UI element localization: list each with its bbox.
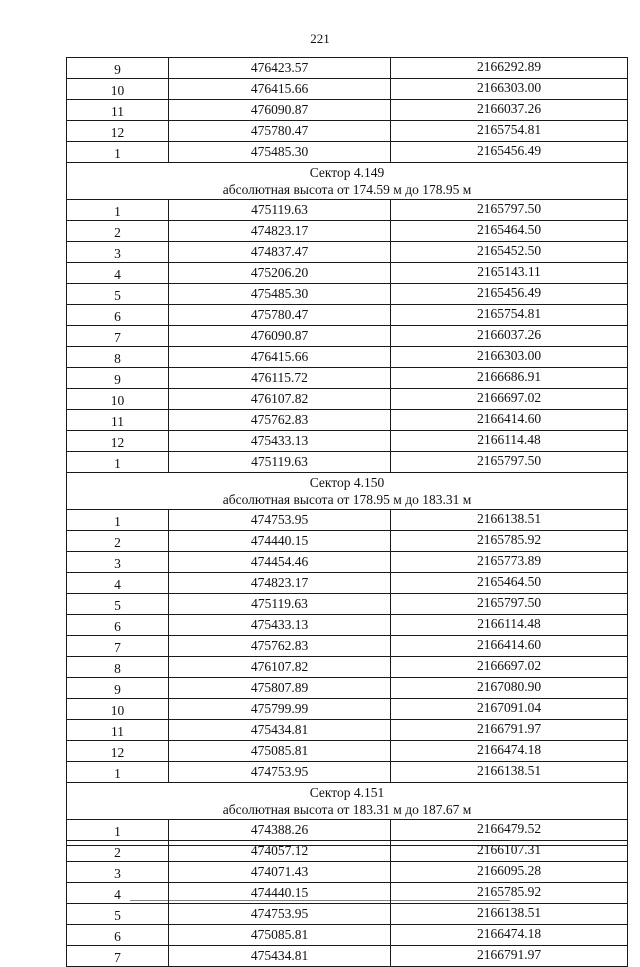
y-coordinate-cell: 2165143.11 [391,263,628,284]
y-coordinate-cell: 2165797.50 [391,200,628,221]
table-row [67,510,628,531]
x-coordinate-cell: 474837.47 [169,242,391,263]
x-coordinate-cell: 474388.26 [169,820,391,841]
y-coordinate-cell: 2166414.60 [391,410,628,431]
point-number-cell: 12 [67,741,169,762]
y-coordinate-cell: 2165452.50 [391,242,628,263]
y-coordinate-cell: 2166037.26 [391,326,628,347]
point-number-cell: 7 [67,636,169,657]
y-coordinate-cell: 2166697.02 [391,657,628,678]
sector-altitude-range: абсолютная высота от 178.95 м до 183.31 м [222,492,472,507]
x-coordinate-cell: 474454.46 [169,552,391,573]
x-coordinate-cell: 475434.81 [169,720,391,741]
x-coordinate-cell: 476415.66 [169,79,391,100]
x-coordinate-cell: 474823.17 [169,573,391,594]
table-row [67,841,628,862]
x-coordinate-cell: 475762.83 [169,410,391,431]
point-number-cell: 2 [67,221,169,242]
x-coordinate-cell: 475762.83 [169,636,391,657]
y-coordinate-cell: 2165456.49 [391,284,628,305]
x-coordinate-cell: 476423.57 [169,58,391,79]
x-coordinate-cell: 474440.15 [169,531,391,552]
x-coordinate-cell: 474753.95 [169,762,391,783]
point-number-cell: 10 [67,389,169,410]
point-number-cell: 1 [67,142,169,163]
table-row [67,58,628,79]
x-coordinate-cell: 475485.30 [169,142,391,163]
table-row [67,347,628,368]
x-coordinate-cell: 474057.12 [169,841,391,862]
y-coordinate-cell: 2166303.00 [391,79,628,100]
point-number-cell: 3 [67,242,169,263]
table-row [67,410,628,431]
point-number-cell: 1 [67,510,169,531]
table-row [67,594,628,615]
point-number-cell: 12 [67,121,169,142]
point-number-cell: 7 [67,946,169,967]
y-coordinate-cell: 2165456.49 [391,142,628,163]
y-coordinate-cell: 2166479.52 [391,820,628,841]
x-coordinate-cell: 475085.81 [169,925,391,946]
point-number-cell: 9 [67,678,169,699]
x-coordinate-cell: 475485.30 [169,284,391,305]
point-number-cell: 10 [67,699,169,720]
point-number-cell: 5 [67,594,169,615]
y-coordinate-cell: 2165754.81 [391,305,628,326]
y-coordinate-cell: 2165464.50 [391,221,628,242]
y-coordinate-cell: 2165797.50 [391,452,628,473]
table-row [67,762,628,783]
y-coordinate-cell: 2166474.18 [391,925,628,946]
table-row [67,284,628,305]
sector-title: Сектор 4.149 [309,165,385,180]
x-coordinate-cell: 475433.13 [169,615,391,636]
point-number-cell: 2 [67,531,169,552]
table-row [67,368,628,389]
sector-header [67,163,628,200]
table-row [67,925,628,946]
sector-header-cell [67,473,628,510]
point-number-cell: 1 [67,200,169,221]
y-coordinate-cell: 2166697.02 [391,389,628,410]
coordinates-table-container [66,57,627,967]
table-row [67,452,628,473]
y-coordinate-cell: 2166095.28 [391,862,628,883]
y-coordinate-cell: 2165773.89 [391,552,628,573]
y-coordinate-cell: 2167091.04 [391,699,628,720]
point-number-cell: 5 [67,904,169,925]
sector-header [67,783,628,820]
table-row [67,142,628,163]
y-coordinate-cell: 2166791.97 [391,720,628,741]
y-coordinate-cell: 2166474.18 [391,741,628,762]
y-coordinate-cell: 2165797.50 [391,594,628,615]
x-coordinate-cell: 475807.89 [169,678,391,699]
table-row [67,431,628,452]
x-coordinate-cell: 474753.95 [169,510,391,531]
point-number-cell: 6 [67,925,169,946]
point-number-cell: 8 [67,657,169,678]
x-coordinate-cell: 475780.47 [169,121,391,142]
page-number: 221 [310,31,330,46]
y-coordinate-cell: 2166414.60 [391,636,628,657]
y-coordinate-cell: 2166114.48 [391,615,628,636]
table-row [67,242,628,263]
table-row [67,678,628,699]
bottom-rule [66,845,627,846]
table-row [67,552,628,573]
sector-title: Сектор 4.150 [309,475,385,490]
x-coordinate-cell: 475119.63 [169,200,391,221]
y-coordinate-cell: 2165785.92 [391,883,628,904]
sector-header [67,473,628,510]
point-number-cell: 2 [67,841,169,862]
point-number-cell: 6 [67,615,169,636]
point-number-cell: 9 [67,58,169,79]
table-row [67,636,628,657]
y-coordinate-cell: 2166303.00 [391,347,628,368]
point-number-cell: 6 [67,305,169,326]
y-coordinate-cell: 2165464.50 [391,573,628,594]
y-coordinate-cell: 2166138.51 [391,762,628,783]
point-number-cell: 11 [67,410,169,431]
x-coordinate-cell: 476107.82 [169,657,391,678]
x-coordinate-cell: 476107.82 [169,389,391,410]
table-row [67,221,628,242]
x-coordinate-cell: 474440.15 [169,883,391,904]
x-coordinate-cell: 476090.87 [169,100,391,121]
table-row [67,200,628,221]
x-coordinate-cell: 475085.81 [169,741,391,762]
point-number-cell: 1 [67,762,169,783]
table-row [67,326,628,347]
point-number-cell: 11 [67,720,169,741]
point-number-cell: 11 [67,100,169,121]
y-coordinate-cell: 2165754.81 [391,121,628,142]
sector-header-cell [67,163,628,200]
scan-edge-mark [130,900,510,901]
point-number-cell: 3 [67,862,169,883]
table-row [67,573,628,594]
point-number-cell: 4 [67,263,169,284]
y-coordinate-cell: 2166686.91 [391,368,628,389]
table-row [67,862,628,883]
table-row [67,657,628,678]
point-number-cell: 4 [67,883,169,904]
x-coordinate-cell: 474753.95 [169,904,391,925]
sector-altitude-range: абсолютная высота от 174.59 м до 178.95 м [222,182,472,197]
x-coordinate-cell: 475780.47 [169,305,391,326]
table-row [67,946,628,967]
table-row [67,531,628,552]
y-coordinate-cell: 2166114.48 [391,431,628,452]
x-coordinate-cell: 475119.63 [169,452,391,473]
point-number-cell: 1 [67,452,169,473]
x-coordinate-cell: 476090.87 [169,326,391,347]
table-row [67,79,628,100]
x-coordinate-cell: 474823.17 [169,221,391,242]
table-row [67,720,628,741]
y-coordinate-cell: 2166138.51 [391,904,628,925]
y-coordinate-cell: 2166138.51 [391,510,628,531]
table-row [67,100,628,121]
y-coordinate-cell: 2167080.90 [391,678,628,699]
point-number-cell: 7 [67,326,169,347]
table-row [67,820,628,841]
x-coordinate-cell: 475434.81 [169,946,391,967]
point-number-cell: 5 [67,284,169,305]
x-coordinate-cell: 475119.63 [169,594,391,615]
table-row [67,904,628,925]
x-coordinate-cell: 475799.99 [169,699,391,720]
y-coordinate-cell: 2166292.89 [391,58,628,79]
y-coordinate-cell: 2166791.97 [391,946,628,967]
y-coordinate-cell: 2166037.26 [391,100,628,121]
x-coordinate-cell: 475206.20 [169,263,391,284]
table-row [67,699,628,720]
table-row [67,263,628,284]
table-row [67,121,628,142]
point-number-cell: 9 [67,368,169,389]
y-coordinate-cell: 2166107.31 [391,841,628,862]
sector-title: Сектор 4.151 [309,785,385,800]
table-row [67,305,628,326]
point-number-cell: 4 [67,573,169,594]
point-number-cell: 3 [67,552,169,573]
point-number-cell: 12 [67,431,169,452]
table-row [67,389,628,410]
sector-header-cell [67,783,628,820]
point-number-cell: 10 [67,79,169,100]
y-coordinate-cell: 2165785.92 [391,531,628,552]
table-row [67,615,628,636]
x-coordinate-cell: 475433.13 [169,431,391,452]
x-coordinate-cell: 474071.43 [169,862,391,883]
x-coordinate-cell: 476115.72 [169,368,391,389]
sector-altitude-range: абсолютная высота от 183.31 м до 187.67 м [222,802,472,817]
coordinates-table [66,57,628,967]
x-coordinate-cell: 476415.66 [169,347,391,368]
point-number-cell: 8 [67,347,169,368]
table-row [67,741,628,762]
point-number-cell: 1 [67,820,169,841]
